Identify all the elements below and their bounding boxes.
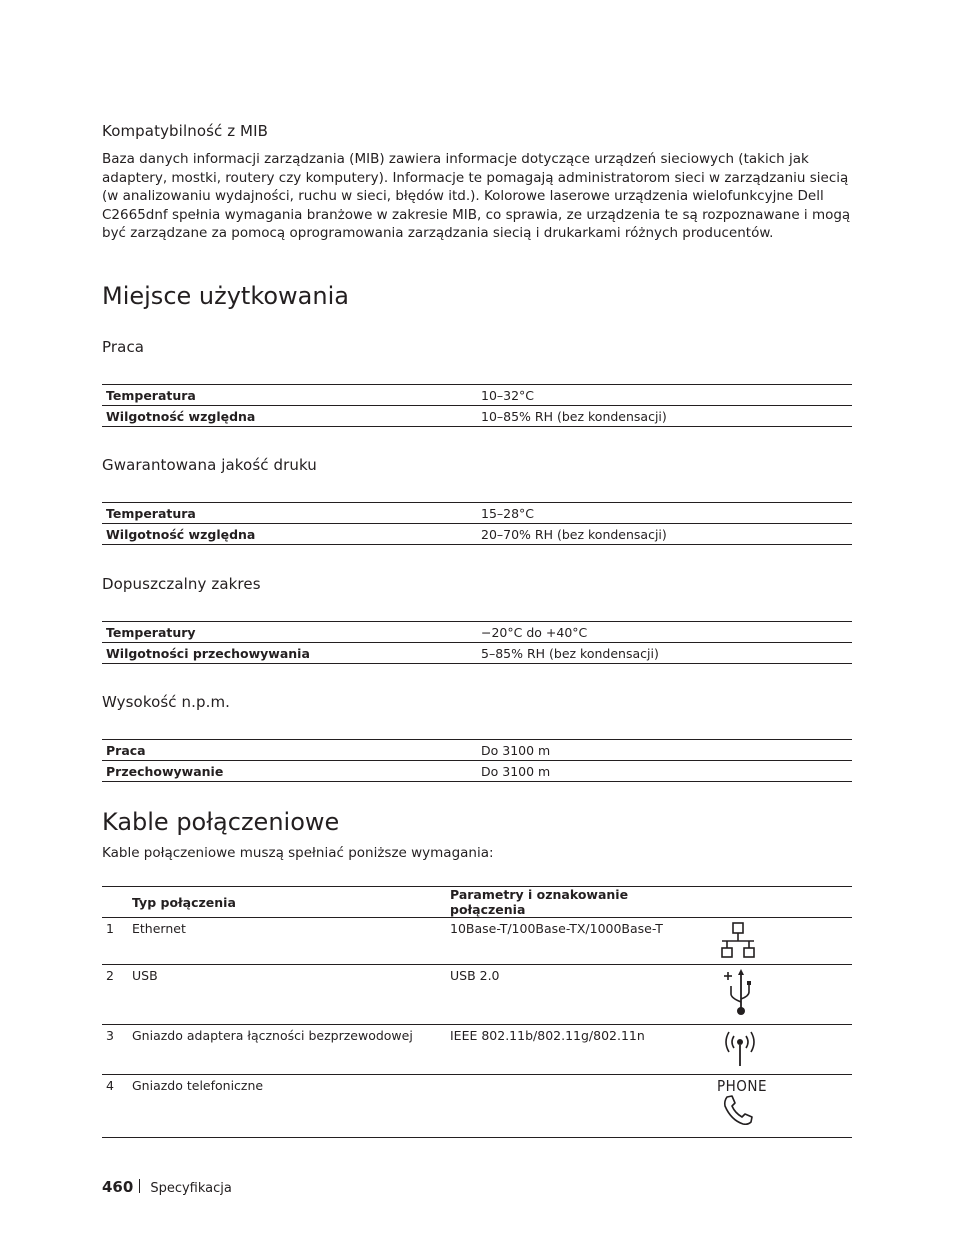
row-number: 4 — [102, 1075, 128, 1138]
footer-section: Specyfikacja — [150, 1181, 232, 1196]
mib-paragraph: Baza danych informacji zarządzania (MIB) zawiera informacje dotyczące urządzeń sieciowych (takich jak adaptery, mostki, routery czy komputery). Informacje te pomagają administratorom sieci w zarządzaniu siecią (w analizowaniu wydajności, ruchu w sieci, błędów itd.). Kolorowe laserowe urządzenia wielofunkcyjne Dell C2665dnf spełnia wymagania branżowe w zakresie MIB, co sprawia, ze urządzenia te są rozpoznawane i mogą być zarządzane za pomocą oprogramowania zarządzania siecią i drukarkami różnych producentów. — [102, 151, 851, 241]
section-heading-allowed-range: Dopuszczalny zakres — [102, 575, 261, 593]
operation-table — [102, 384, 852, 427]
spec-key: Temperatura — [102, 503, 477, 524]
table-row — [102, 406, 852, 427]
spec-key: Temperatura — [102, 385, 477, 406]
spec-key: Przechowywanie — [102, 761, 477, 782]
spec-value: 15–28°C — [477, 503, 852, 524]
phone-label: PHONE — [717, 1077, 768, 1095]
page-footer — [102, 1178, 232, 1196]
connection-params — [446, 1075, 709, 1138]
phone-icon — [721, 1094, 761, 1128]
table-row — [102, 918, 852, 965]
spec-value: Do 3100 m — [477, 740, 852, 761]
print-quality-table — [102, 502, 852, 545]
section-heading-print-quality: Gwarantowana jakość druku — [102, 456, 317, 474]
table-row — [102, 965, 852, 1025]
spec-value: Do 3100 m — [477, 761, 852, 782]
row-number: 3 — [102, 1025, 128, 1075]
usage-title: Miejsce użytkowania — [102, 282, 349, 310]
table-row — [102, 524, 852, 545]
table-header-row — [102, 887, 852, 918]
table-row — [102, 385, 852, 406]
spec-key: Wilgotność względna — [102, 406, 477, 427]
table-row — [102, 643, 852, 664]
spec-value: 20–70% RH (bez kondensacji) — [477, 524, 852, 545]
table-row — [102, 622, 852, 643]
cables-table — [102, 886, 852, 1138]
table-row — [102, 761, 852, 782]
header-params: Parametry i oznakowanie połączenia — [446, 887, 709, 918]
wireless-icon — [721, 1028, 761, 1068]
spec-value: 5–85% RH (bez kondensacji) — [477, 643, 852, 664]
connection-type: Ethernet — [128, 918, 446, 965]
mib-heading: Kompatybilność z MIB — [102, 122, 269, 140]
header-type: Typ połączenia — [128, 887, 446, 918]
altitude-table — [102, 739, 852, 782]
page-number: 460 — [102, 1178, 134, 1196]
cables-intro: Kable połączeniowe muszą spełniać poniższe wymagania: — [102, 845, 494, 861]
table-row — [102, 1075, 852, 1138]
spec-key: Temperatury — [102, 622, 477, 643]
table-row — [102, 503, 852, 524]
usb-icon — [719, 968, 759, 1018]
row-number: 1 — [102, 918, 128, 965]
table-row — [102, 740, 852, 761]
spec-value: 10–85% RH (bez kondensacji) — [477, 406, 852, 427]
connection-params: 10Base-T/100Base-TX/1000Base-T — [446, 918, 709, 965]
cables-title: Kable połączeniowe — [102, 808, 340, 836]
footer-separator — [139, 1179, 140, 1193]
spec-value: −20°C do +40°C — [477, 622, 852, 643]
connection-params: IEEE 802.11b/802.11g/802.11n — [446, 1025, 709, 1075]
header-num — [102, 887, 128, 918]
table-row — [102, 1025, 852, 1075]
section-heading-altitude: Wysokość n.p.m. — [102, 693, 231, 711]
spec-key: Praca — [102, 740, 477, 761]
ethernet-icon — [719, 921, 759, 961]
connection-params: USB 2.0 — [446, 965, 709, 1025]
header-icon — [709, 887, 852, 918]
connection-type: Gniazdo telefoniczne — [128, 1075, 446, 1138]
allowed-range-table — [102, 621, 852, 664]
connection-type: USB — [128, 965, 446, 1025]
spec-value: 10–32°C — [477, 385, 852, 406]
connection-type: Gniazdo adaptera łączności bezprzewodowej — [128, 1025, 446, 1075]
section-heading-operation: Praca — [102, 338, 145, 356]
row-number: 2 — [102, 965, 128, 1025]
spec-key: Wilgotność względna — [102, 524, 477, 545]
spec-key: Wilgotności przechowywania — [102, 643, 477, 664]
